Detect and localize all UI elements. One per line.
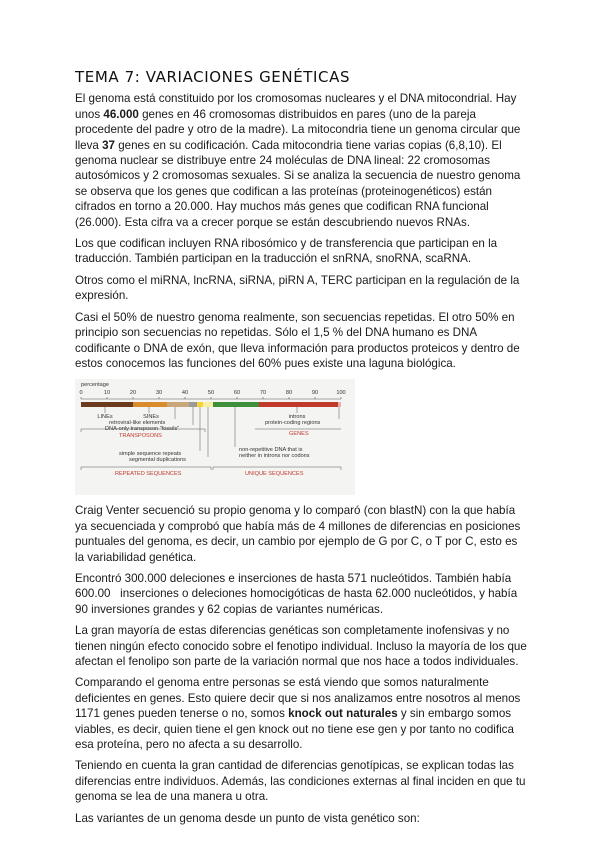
label-non-repetitive-2: neither in introns nor codons [239, 453, 310, 460]
axis-label: percentage [81, 382, 109, 389]
paragraph-coding-rna: Los que codifican incluyen RNA ribosómico y de transferencia que participan en la traducción. También participan en la traducción el snRNA, snoRNA, scaRNA. [75, 237, 498, 266]
tick-label: 30 [155, 390, 163, 397]
bar-segment-unique [213, 402, 259, 407]
paragraph-genotypic-differences: Teniendo en cuenta la gran cantidad de diferencias genotípicas, se explican todas las diferencias entre individuos. Además, las condiciones externas al final inciden en que tu genoma se lea de una manera u otra. [75, 759, 526, 804]
bold-number-37: 37 [102, 138, 115, 152]
tick-label: 40 [181, 390, 189, 397]
label-segmental: segmental duplications [129, 457, 186, 464]
tick-label: 20 [129, 390, 137, 397]
paragraph-harmless-differences: La gran mayoría de estas diferencias genéticas son completamente inofensivas y no tienen ningún efecto conocido sobre el fenotipo individual. Incluso la mayoría de los que afectan el fenolipo son parte de la variación normal que nos hace a todos individuales. [75, 624, 527, 668]
paragraph-repeated-sequences: Casi el 50% de nuestro genoma realmente, son secuencias repetidas. El otro 50% en principio son secuencias no repetidas. Sólo el 1,5 % del DNA humano es DNA codificante o DNA de exón, que lleva información para productos proteicos y dentro de estos conocemos las funciones del 60% pues existe una laguna biológica. [75, 310, 520, 370]
label-transposons: TRANSPOSONS [119, 433, 162, 440]
text: genes en 46 cromosomas distribuidos en pares (uno de la pareja procedente del padre y otro de la madre). La mitocondria tiene un genoma circular que lleva [75, 107, 521, 152]
paragraph-craig-venter: Craig Venter secuenció su propio genoma y lo comparó (con blastN) con la que había ya secuenciada y comprobó que había más de 4 millones de diferencias en posiciones puntuales del genoma, es decir, un cambio por ejemplo de G por C, o T por C, esto es la variabilidad genética. [75, 504, 521, 564]
bold-knock-out-naturales: knock out naturales [288, 707, 398, 721]
paragraph-knock-out [75, 675, 527, 752]
bar-segment-sines [133, 402, 167, 407]
label-non-repetitive-1: non-repetitive DNA that is [239, 447, 303, 454]
document-page [75, 70, 527, 832]
label-introns: introns [288, 414, 306, 421]
bar-segment-simple-repeats [197, 402, 203, 407]
bar-segment-lines [81, 402, 133, 407]
genome-composition-figure [75, 379, 355, 495]
text-line-2: 600.00 inserciones o deleciones homocigóticas de hasta 62.000 nucleótidos, y había 90 inversiones grandes y 62 copias de variantes numéricas. [75, 587, 521, 616]
text: El genoma está constituido por los cromosomas nucleares y el DNA mitocondrial. Hay unos [75, 92, 517, 121]
bar-segment-segmental [203, 402, 213, 407]
page-title: TEMA 7: VARIACIONES GENÉTICAS [75, 68, 351, 86]
label-sines: SINEs [143, 414, 159, 421]
tick-label: 100 [336, 390, 346, 397]
bold-number-46000: 46.000 [103, 107, 139, 121]
tick-label: 60 [233, 390, 241, 397]
paragraph-genome-intro [75, 91, 527, 230]
text: y sin embargo somos viables, es decir, quien tiene el gen knock out no tiene ese gen y por tanto no codifica esa proteína, pero no afecta a su desarrollo. [75, 707, 514, 751]
tick-label: 70 [259, 390, 267, 397]
label-repeated: REPEATED SEQUENCES [115, 471, 182, 478]
paragraph-deletions [75, 571, 527, 617]
tick-label: 90 [311, 390, 319, 397]
label-simple-repeats: simple sequence repeats [119, 451, 182, 458]
label-lines: LINEs [97, 414, 113, 421]
paragraph-variants-intro: Las variantes de un genoma desde un punto de vista genético son: [75, 811, 420, 825]
text-line-1: Encontró 300.000 deleciones e inserciones de hasta 571 nucleótidos. También había [75, 571, 512, 585]
tick-label: 80 [285, 390, 293, 397]
tick-label: 0 [79, 390, 83, 397]
text: Comparando el genoma entre personas se está viendo que somos naturalmente deficientes en genes. Esto quiere decir que si nos analizamos entre nosotros al menos 1171 genes pueden tenerse o no, somos [75, 676, 521, 721]
tick-label: 50 [207, 390, 215, 397]
label-unique: UNIQUE SEQUENCES [245, 471, 304, 478]
paragraph-regulatory-rna: Otros como el miRNA, lncRNA, siRNA, piRN A, TERC participan en la regulación de la expresión. [75, 273, 520, 303]
bar-segment-introns [259, 402, 338, 407]
tick-label: 10 [103, 390, 111, 397]
label-protein-coding: protein-coding regions [265, 420, 321, 427]
label-retroviral: retroviral-like elements [109, 420, 166, 427]
text: genes en su codificación. Cada mitocondria tiene varias copias (6,8,10). El genoma nuclear se distribuye entre 24 moléculas de DNA lineal: 22 cromosomas autosómicos y 2 cromosomas sexuales. Si se analiza la secuencia de nuestro genoma se observa que los genes que codifican a las proteínas (proteinogenéticos) están cifrados en torno a 20.000. Hay muchos más genes que codifican RNA funcional (26.000). Esta cifra va a crecer porque se están descubriendo nuevos RNAs. [75, 138, 521, 229]
composition-bar [81, 402, 341, 407]
bar-segment-dna-only [189, 402, 197, 407]
bar-segment-coding [338, 402, 341, 407]
bar-segment-retroviral [167, 402, 189, 407]
label-genes: GENES [289, 431, 309, 438]
label-dna-only: DNA-only transposon "fossils" [105, 426, 180, 433]
